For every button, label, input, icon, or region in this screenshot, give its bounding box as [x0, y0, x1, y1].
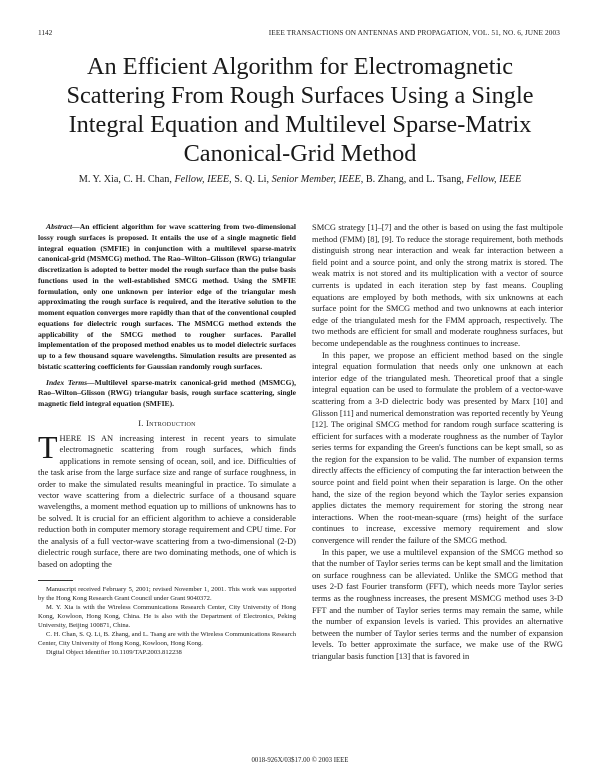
page-number: 1142: [38, 28, 53, 37]
author-list: [30, 174, 570, 185]
author-names: , S. Q. Li,: [229, 174, 270, 185]
intro-text: increasing interest in recent years to simulate electromagnetic scattering from rough surfaces, which finds applications in remote sensing of ocean, soil, and ice. Difficulties of the task arise from the large surface size and range of surface roughness, in order to make the simulated results meaningful in practice. To simulate a vector wave scattering from a dielectric surface of a thousand square wavelengths, a moment method equation up to millions of unknowns has to be solved. It is crucial for an efficient algorithm to achieve a considerable reduction both in computer memory storage requirement and CPU time. For the analysis of a full vector-wave scattering from a two-dimensional (2-D) dielectric rough surface, there are two dominating methods, one of which is based on adopting the: [38, 432, 296, 569]
copyright-line: 0018-926X/03$17.00 © 2003 IEEE: [251, 757, 349, 764]
right-column: [312, 222, 563, 663]
index-terms: [38, 378, 296, 410]
body-paragraph: In this paper, we propose an efficient method based on the single integral equation formulation that needs only one unknown at each interior edge of the triangulated mesh. Theoretical proof that a single integral equation can be used to formulate the problem of a vector-wave scattering from a 3-D dielectric body was presented by Marx [10] and Glisson [11] and numerical demonstration was reported recently by Yeung [12]. The original SMCG method for random rough surface scattering is efficient for surfaces with a moderate roughness as the number of Taylor series terms for expanding the Green's functions can be kept small, so as the region for the expansion to be valid. The number of expansion terms directly affects the efficiency of computing the far interaction between the source point and field point when their separation is large. On the other hand, the size of the region beyond which the Taylor series expansion applies dictates the memory requirement for storing the strong near interactions. When the root-mean-square (rms) height of the surface continues to increase, excessive memory requirement and slow convergence will render the failure of the SMCG method.: [312, 349, 563, 546]
body-paragraph: In this paper, we use a multilevel expansion of the SMCG method so that the number of Taylor series terms can be kept small and the limitation on surface roughness can be alleviated. Unlike the SMCG method that uses 2-D fast Fourier transform (FFT), which needs more Taylor series terms as the roughness increases, the present MSMCG method uses 3-D FFT and the number of Taylor series terms may remain the same, while the number of expansion levels is varied. This provides an alternative between the number of Taylor series terms and the number of expansion levels. To better approximate the surface, we make use of the RWG triangular basis function [13] that is favored in: [312, 546, 563, 661]
abstract-text: An efficient algorithm for wave scattering from two-dimensional lossy rough surfaces is proposed. It entails the use of a single magnetic field integral equation (SMFIE) in conjunction with a multilevel sparse-matrix canonical-grid (MSMCG) method. The Rao–Wilton–Glisson (RWG) triangular discretization is adopted to better model the rough surface than the pulse basis functions used in the well-established SMCG method. Using the SMFIE formulation, only one unknown per interior edge of the triangular mesh approximating the rough surface is required, and the iterative solution to the moment equation converges more rapidly than that of the conventional coupled equations for dielectric rough surfaces. The MSMCG method extends the applicability of the SMCG method to rougher surfaces. Parallel implementation of the proposed method enables us to model dielectric surfaces up to a few thousand square wavelengths. Simulation results are presented as bistatic scattering coefficients for Gaussian randomly rough surfaces.: [38, 222, 296, 371]
section-numeral: I.: [138, 418, 144, 428]
author-title: Fellow, IEEE: [466, 174, 522, 185]
abstract: [38, 222, 296, 373]
running-head: IEEE TRANSACTIONS ON ANTENNAS AND PROPAGATION, VOL. 51, NO. 6, JUNE 2003: [268, 28, 560, 37]
index-terms-text: Multilevel sparse-matrix canonical-grid method (MSMCG), Rao–Wilton–Glisson (RWG) triangular basis, rough surface scattering, single magnetic field integral equation (SMFIE).: [38, 377, 296, 408]
footnote: M. Y. Xia is with the Wireless Communications Research Center, City University of Hong Kong, Kowloon, Hong Kong, China. He is also with the Department of Electronics, Peking University, Beijing 100871, China.: [38, 604, 296, 630]
intro-paragraph: [38, 428, 296, 570]
author-title: Senior Member, IEEE: [271, 174, 361, 185]
section-title: Introduction: [146, 418, 196, 428]
footnote: C. H. Chan, S. Q. Li, B. Zhang, and L. Tsang are with the Wireless Communications Research Center, City University of Hong Kong, Kowloon, Hong Kong.: [38, 631, 296, 648]
title-line: Integral Equation and Multilevel Sparse-Matrix: [68, 111, 532, 138]
footnote-doi: Digital Object Identifier 10.1109/TAP.2003.812238: [46, 649, 182, 657]
footnote-divider: [38, 580, 73, 581]
section-heading: [38, 419, 296, 428]
title-line: Canonical-Grid Method: [183, 140, 417, 167]
left-column: [38, 222, 296, 657]
author-title: Fellow, IEEE: [174, 174, 230, 185]
index-terms-label: Index Terms—: [46, 377, 95, 387]
paper-title: [30, 52, 570, 168]
footnote: Manuscript received February 5, 2001; revised November 1, 2001. This work was supported by the Hong Kong Research Grant Council under Grant 9040372.: [38, 586, 296, 603]
drop-cap: T: [38, 428, 58, 465]
abstract-label: Abstract—: [46, 222, 80, 231]
title-line: An Efficient Algorithm for Electromagnetic: [87, 53, 513, 80]
body-paragraph: SMCG strategy [1]–[7] and the other is based on using the fast multipole method (FMM) [8], [9]. To reduce the storage requirement, both methods distinguish strong near interaction and weak far interaction between a field point and a source point, and only the strong matrix is stored. The weak matrix is not stored and its multiplication with a vector of source currents is updated in each iteration step by fast means. Coupling equations are employed by both methods, with six unknowns at each surface point for the SMCG method and two unknowns at each interior edge of the triangulated mesh for the FMM approach, respectively. The two methods are efficient for small and moderate roughness surfaces, but become undependable as the roughness continues to increase.: [312, 222, 563, 348]
author-names: , B. Zhang, and L. Tsang,: [360, 174, 464, 185]
intro-lead: HERE IS AN: [59, 432, 114, 443]
footnotes: [38, 585, 296, 657]
title-line: Scattering From Rough Surfaces Using a Single: [66, 82, 534, 109]
author-names: M. Y. Xia, C. H. Chan,: [78, 174, 172, 185]
